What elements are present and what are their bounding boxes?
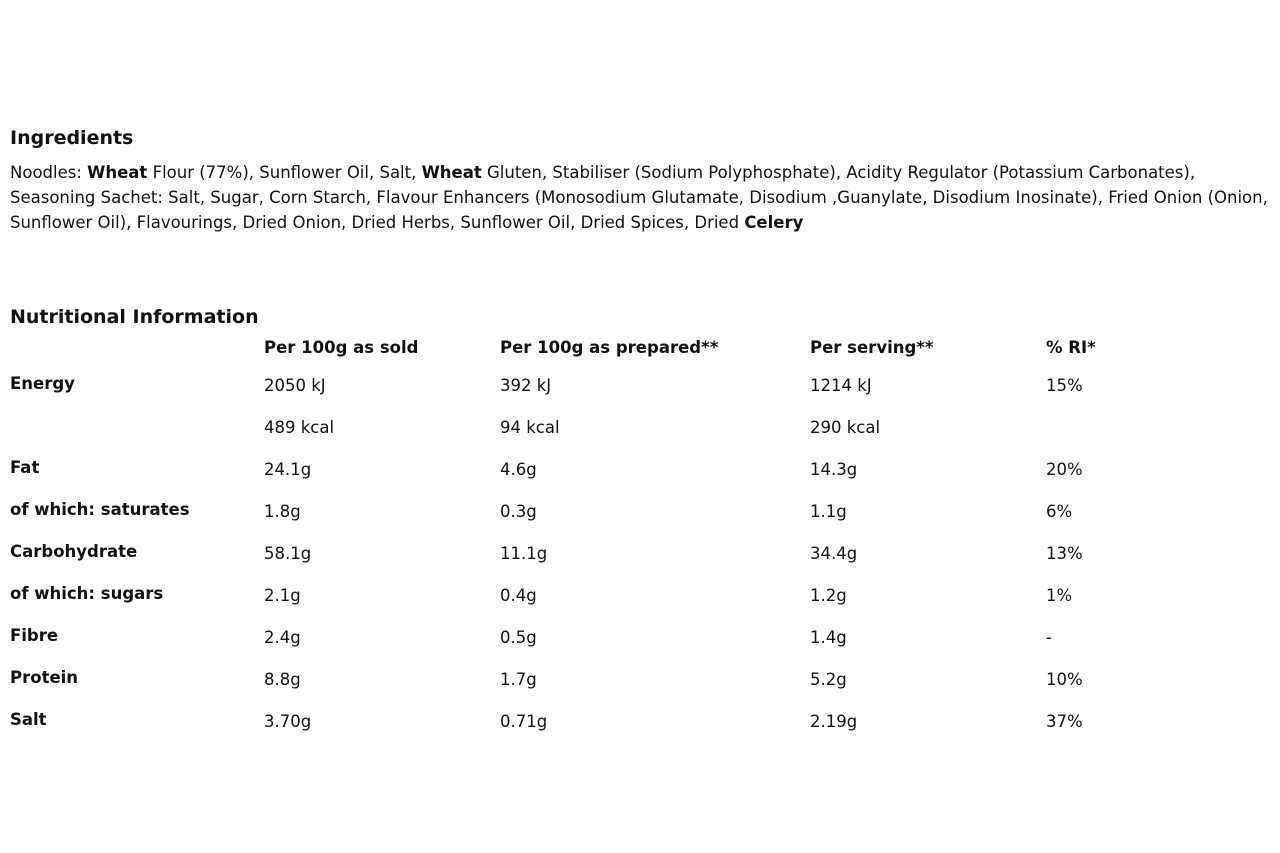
table-row	[10, 584, 1166, 626]
header-nutrient	[10, 338, 264, 374]
ingredients-heading: Ingredients	[10, 127, 134, 149]
value-per-100g-sold: 3.70g	[264, 712, 312, 731]
ingredient-allergen: Celery	[744, 213, 804, 232]
value-per-100g-sold: 8.8g	[264, 670, 301, 689]
table-row	[10, 668, 1166, 710]
value-per-100g-prepared: 0.3g	[500, 502, 537, 521]
value-per-100g-prepared: 0.5g	[500, 628, 537, 647]
value-per-100g-sold: 2.1g	[264, 586, 301, 605]
nutrient-label: Fat	[10, 458, 40, 477]
value-per-100g-prepared: 94 kcal	[500, 418, 560, 437]
table-row	[10, 458, 1166, 500]
value-ri	[1046, 416, 1166, 458]
value-per-100g-sold: 489 kcal	[264, 418, 335, 437]
value-ri: -	[1046, 628, 1052, 647]
value-per-100g-sold: 2.4g	[264, 628, 301, 647]
value-per-serving: 5.2g	[810, 670, 847, 689]
table-row	[10, 710, 1166, 752]
nutrient-label: of which: saturates	[10, 500, 190, 519]
value-ri: 20%	[1046, 460, 1083, 479]
value-per-100g-sold: 24.1g	[264, 460, 312, 479]
value-per-100g-prepared: 1.7g	[500, 670, 537, 689]
value-per-serving: 34.4g	[810, 544, 858, 563]
header-per-serving: Per serving**	[810, 338, 934, 357]
table-row	[10, 374, 1166, 416]
nutrient-label: of which: sugars	[10, 584, 164, 603]
ingredient-segment: Noodles:	[10, 163, 88, 182]
value-per-100g-sold: 58.1g	[264, 544, 312, 563]
nutrition-table	[10, 338, 1166, 752]
ingredient-allergen: Wheat	[87, 163, 148, 182]
nutrient-label	[10, 416, 264, 458]
ingredients-text	[10, 160, 1272, 235]
ingredient-segment: Gluten, Stabiliser (Sodium Polyphosphate), Acidity Regulator (Potassium Carbonates), Seasoning Sachet: Salt, Sugar, Corn Starch, Flavour Enhancers (Monosodium Glutamate, Disodium ,Guanylate, Disodium Inosinate), Fried Onion (Onion, Sunflower Oil), Flavourings, Dried Onion, Dried Herbs, Sunflower Oil, Dried Spices, Dried	[10, 163, 1268, 232]
value-per-100g-prepared: 0.71g	[500, 712, 548, 731]
ingredient-allergen: Wheat	[421, 163, 482, 182]
value-per-100g-prepared: 4.6g	[500, 460, 537, 479]
nutrient-label: Energy	[10, 374, 75, 393]
nutrient-label: Salt	[10, 710, 47, 729]
nutrient-label: Fibre	[10, 626, 59, 645]
header-ri: % RI*	[1046, 338, 1096, 357]
value-per-serving: 1.2g	[810, 586, 847, 605]
value-per-100g-sold: 1.8g	[264, 502, 301, 521]
value-ri: 1%	[1046, 586, 1073, 605]
nutrition-body	[10, 374, 1166, 752]
value-per-serving: 2.19g	[810, 712, 858, 731]
value-per-100g-prepared: 11.1g	[500, 544, 548, 563]
ingredient-segment: Flour (77%), Sunflower Oil, Salt,	[147, 163, 422, 182]
header-per-100g-sold: Per 100g as sold	[264, 338, 419, 357]
value-ri: 37%	[1046, 712, 1083, 731]
table-row	[10, 542, 1166, 584]
value-per-serving: 290 kcal	[810, 418, 881, 437]
table-row	[10, 500, 1166, 542]
value-ri: 15%	[1046, 376, 1083, 395]
value-ri: 6%	[1046, 502, 1073, 521]
value-per-serving: 1.1g	[810, 502, 847, 521]
nutrition-heading: Nutritional Information	[10, 306, 259, 328]
table-row	[10, 416, 1166, 458]
header-per-100g-prepared: Per 100g as prepared**	[500, 338, 719, 357]
table-row	[10, 626, 1166, 668]
value-per-serving: 14.3g	[810, 460, 858, 479]
nutrient-label: Protein	[10, 668, 79, 687]
value-per-100g-sold: 2050 kJ	[264, 376, 326, 395]
value-ri: 13%	[1046, 544, 1083, 563]
value-ri: 10%	[1046, 670, 1083, 689]
value-per-serving: 1.4g	[810, 628, 847, 647]
nutrition-header-row	[10, 338, 1166, 374]
value-per-100g-prepared: 0.4g	[500, 586, 537, 605]
value-per-100g-prepared: 392 kJ	[500, 376, 552, 395]
nutrient-label: Carbohydrate	[10, 542, 138, 561]
value-per-serving: 1214 kJ	[810, 376, 872, 395]
